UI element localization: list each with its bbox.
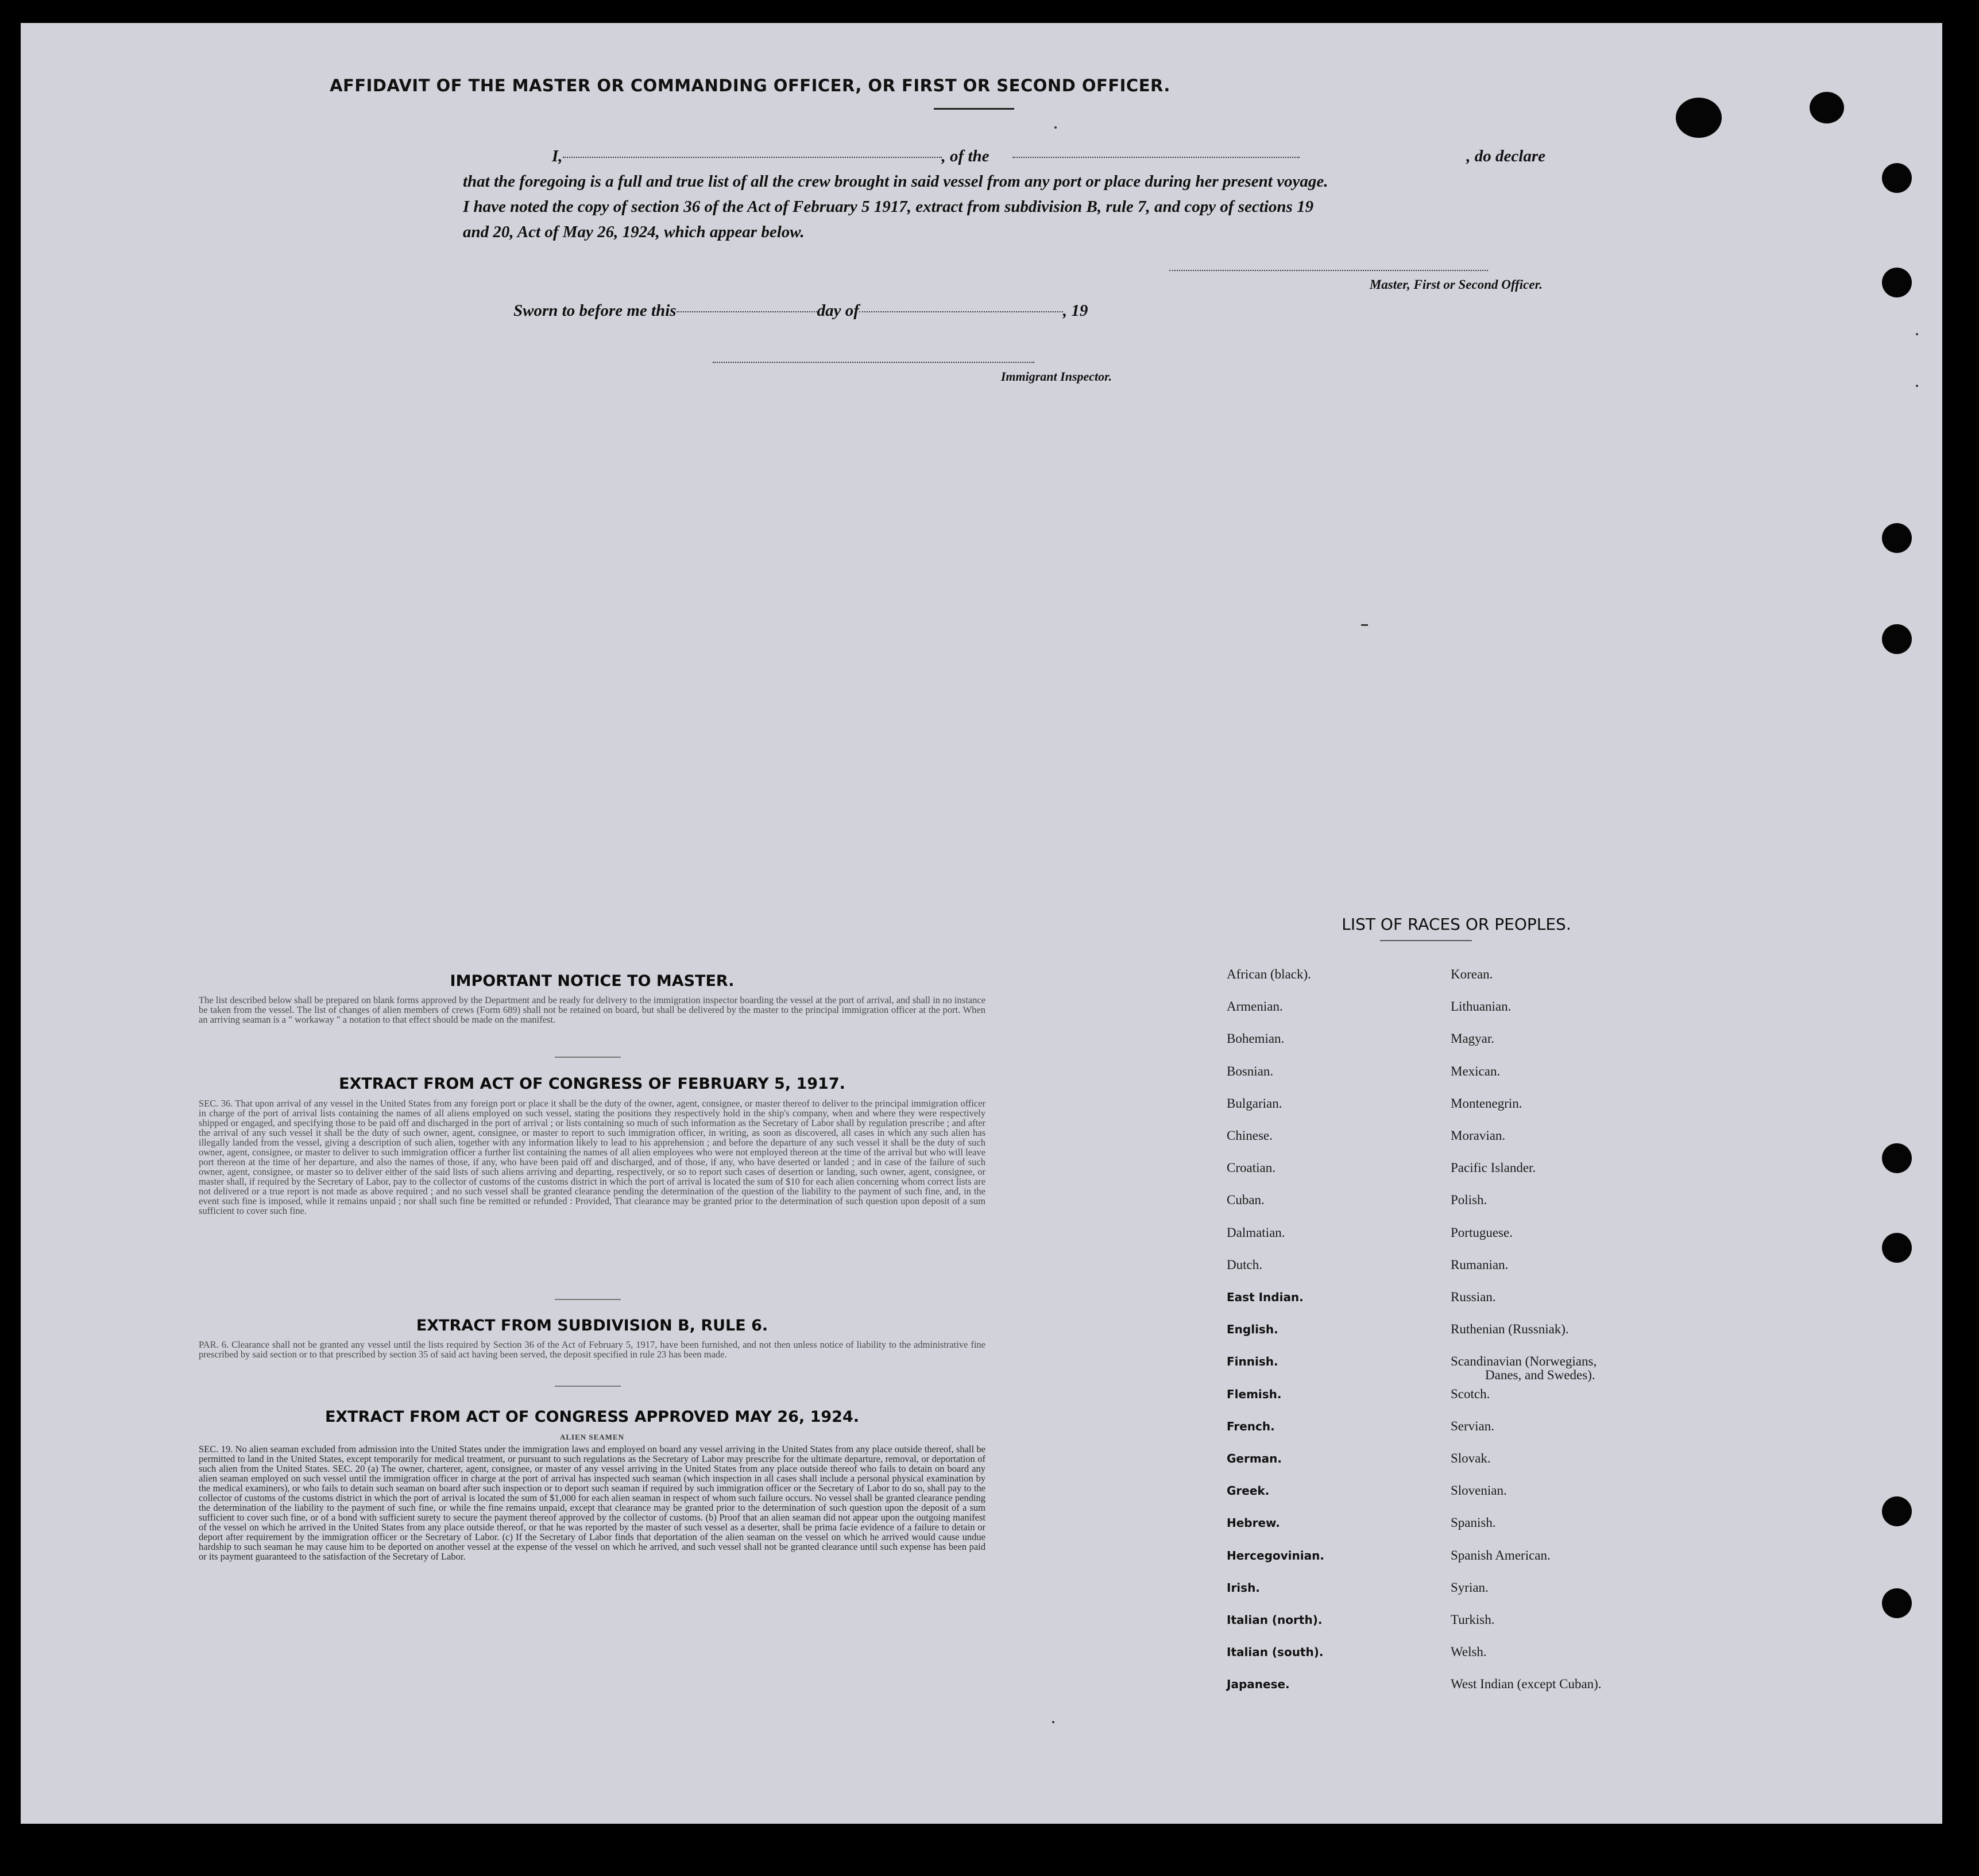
speck xyxy=(1054,126,1057,129)
affidavit-line-3: I have noted the copy of section 36 of the Act of February 5 1917, extract from subdivision B, rule 7, and copy of sections 19 xyxy=(463,198,1314,216)
race-item: Bohemian. xyxy=(1227,1031,1285,1046)
rule6-title: EXTRACT FROM SUBDIVISION B, RULE 6. xyxy=(416,1317,768,1335)
affidavit-title: AFFIDAVIT OF THE MASTER OR COMMANDING OFFICER, OR FIRST OR SECOND OFFICER. xyxy=(330,76,1170,95)
race-item: French. xyxy=(1227,1419,1275,1433)
race-item: Hebrew. xyxy=(1227,1516,1280,1530)
section-divider xyxy=(555,1057,621,1058)
sworn-line xyxy=(513,301,1088,320)
race-item: Dutch. xyxy=(1227,1257,1262,1272)
section-divider xyxy=(555,1386,621,1387)
race-item: German. xyxy=(1227,1452,1282,1465)
punch-hole xyxy=(1676,98,1722,138)
races-underline xyxy=(1380,940,1472,941)
extract-1917-title: EXTRACT FROM ACT OF CONGRESS OF FEBRUARY 5, 1917. xyxy=(339,1075,845,1093)
speck xyxy=(1916,385,1918,387)
sworn-text: Sworn to before me this xyxy=(513,301,677,320)
race-item: English. xyxy=(1227,1322,1278,1337)
punch-hole xyxy=(1882,523,1912,553)
race-item: Armenian. xyxy=(1227,999,1283,1014)
speck xyxy=(1052,1721,1054,1723)
race-item: Pacific Islander. xyxy=(1451,1161,1536,1175)
race-item: Ruthenian (Russniak). xyxy=(1451,1322,1569,1337)
month-blank[interactable] xyxy=(859,311,1063,312)
extract-1924-body: SEC. 19. No alien seaman excluded from admission into the United States under the immigration laws and employed on board any vessel arriving in the United States from any place outside thereof, shall be permitted to land in the United States, except temporarily for medical treatment, or pursuant to such regulations as the Secretary of Labor may prescribe for the ultimate departure, removal, or deportation of such alien from the United States. SEC. 20 (a) The owner, charterer, agent, consignee, or master of any vessel arriving in the United States from any place outside thereof who fails to detain on board any alien seaman employed on such vessel until the immigration officer in charge at the port of arrival has inspected such seaman (which inspection in all cases shall include a personal physical examination by the medical examiners), or who fails to detain such seaman on board after such inspection or to deport such seaman if required by such immigration officer or the Secretary of Labor to do so, shall pay to the collector of customs of the customs district in which the port of arrival is located the sum of $1,000 for each alien seaman in respect of whom such failure occurs. No vessel shall be granted clearance pending the determination of the liability to the payment of such fine, or while the fine remains unpaid, except that clearance may be granted prior to the determination of such question upon the deposit of a sum sufficient to cover such fine, or of a bond with sufficient surety to secure the payment thereof approved by the collector of customs. (b) Proof that an alien seaman did not appear upon the outgoing manifest of the vessel on which he arrived in the United States from any place outside thereof, or that he was reported by the master of such vessel as a deserter, shall be prima facie evidence of a failure to detain or deport after requirement by the immigration officer or the Secretary of Labor. (c) If the Secretary of Labor finds that deportation of the alien seaman on the vessel on which he arrived would cause undue hardship to such seaman he may cause him to be deported on another vessel at the expense of the vessel on which he arrived, and such vessel shall not be granted clearance until such expense has been paid or its payment guaranteed to the satisfaction of the Secretary of Labor. xyxy=(199,1444,985,1562)
race-item: Russian. xyxy=(1451,1290,1496,1304)
race-item: Irish. xyxy=(1227,1580,1260,1595)
race-item: Spanish American. xyxy=(1451,1548,1551,1562)
race-item: Croatian. xyxy=(1227,1161,1275,1175)
punch-hole xyxy=(1882,1143,1912,1173)
race-item: Slovak. xyxy=(1451,1451,1491,1465)
affidavit-line-1 xyxy=(463,144,1545,169)
affidavit-line-4: and 20, Act of May 26, 1924, which appear below. xyxy=(463,223,805,241)
race-item: Hercegovinian. xyxy=(1227,1548,1324,1562)
extract-1917-body: SEC. 36. That upon arrival of any vessel in the United States from any foreign port or place it shall be the duty of the owner, agent, consignee, or master thereof to deliver to the principal immigration officer in charge of the port of arrival lists containing the names of all aliens employed on such vessel, stating the positions they respectively hold in the ship's company, when and where they were respectively shipped or engaged, and specifying those to be paid off and discharged in the port of arrival ; or lists containing so much of such information as the Secretary of Labor shall by regulation prescribe ; and after the arrival of any such vessel it shall be the duty of such owner, agent, consignee, or master to report to such immigration officer, in writing, as soon as discovered, all cases in which any such alien has illegally landed from the vessel, giving a description of such alien, together with any information likely to lead to his apprehension ; and before the departure of any such vessel it shall be the duty of such owner, agent, consignee, or master to deliver to such immigration officer a further list containing the names of all alien employees who were not employed thereon at the time of the arrival but who will leave port thereon at the time of her departure, and also the names of those, if any, who have been paid off and discharged, and of those, if any, who have deserted or landed ; and in case of the failure of such owner, agent, consignee, or master so to deliver either of the said lists of such aliens arriving and departing, respectively, or so to report such cases of desertion or landing, such owner, agent, consignee, or master shall, if required by the Secretary of Labor, pay to the collector of customs of the customs district in which the port of arrival is located the sum of $10 for each alien concerning whom correct lists are not delivered or a true report is not made as above required ; and no such vessel shall be granted clearance pending the determination of the question of the liability to the payment of such fine, and, in the event such fine is imposed, while it remains unpaid ; nor shall such fine be remitted or refunded : Provided, That clearance may be granted prior to the determination of such question upon deposit of a sum sufficient to cover such fine. xyxy=(199,1098,985,1216)
inspector-signature-line[interactable] xyxy=(713,362,1034,363)
title-underline xyxy=(934,108,1014,110)
day-blank[interactable] xyxy=(677,311,817,312)
race-item: Dalmatian. xyxy=(1227,1225,1285,1240)
race-item: Finnish. xyxy=(1227,1355,1278,1369)
alien-seamen-subtitle: ALIEN SEAMEN xyxy=(559,1433,625,1441)
extract-1924-title: EXTRACT FROM ACT OF CONGRESS APPROVED MAY 26, 1924. xyxy=(324,1408,860,1426)
signature-caption: Master, First or Second Officer. xyxy=(1369,277,1543,292)
affidavit-of-the: , of the xyxy=(941,147,990,165)
race-item: Flemish. xyxy=(1227,1387,1282,1401)
race-item: Welsh. xyxy=(1451,1645,1487,1660)
race-item: Korean. xyxy=(1451,967,1493,981)
inspector-caption: Immigrant Inspector. xyxy=(1000,369,1112,384)
rule6-body: PAR. 6. Clearance shall not be granted any vessel until the lists required by Section 36 of the Act of February 5, 1917, have been furnished, and not then unless notice of liability to the administrative fine prescribed by said section or to that prescribed by section 35 of said act having been served, the deposit specified in rule 23 has been made. xyxy=(199,1339,985,1360)
race-item: Lithuanian. xyxy=(1451,999,1512,1014)
race-item: Bulgarian. xyxy=(1227,1096,1282,1111)
punch-hole xyxy=(1882,268,1912,297)
race-item: Italian (south). xyxy=(1227,1645,1324,1660)
race-item: Mexican. xyxy=(1451,1063,1501,1078)
affidavit-line-2: that the foregoing is a full and true list of all the crew brought in said vessel from any port or place during her present voyage. xyxy=(463,172,1328,191)
punch-hole xyxy=(1882,624,1912,654)
notice-body: The list described below shall be prepared on blank forms approved by the Department and be ready for delivery to the immigration inspector boarding the vessel at the port of arrival, and shall in no instance be taken from the vessel. The list of changes of alien members of crews (Form 689) shall not be retained on board, but shall be delivered by the master to the principal immigration officer at the port. When an arriving seaman is a " workaway " a notation to that effect should be made on the manifest. xyxy=(199,995,985,1025)
speck xyxy=(1361,624,1368,626)
punch-hole xyxy=(1882,1588,1912,1618)
race-item: Spanish. xyxy=(1451,1515,1496,1530)
race-item: Slovenian. xyxy=(1451,1483,1507,1498)
affidavit-i: I, xyxy=(552,147,563,165)
race-item: Japanese. xyxy=(1227,1677,1290,1692)
race-item: Chinese. xyxy=(1227,1128,1273,1143)
punch-hole xyxy=(1882,1496,1912,1526)
race-item: West Indian (except Cuban). xyxy=(1451,1677,1602,1692)
race-item: Portuguese. xyxy=(1451,1225,1513,1240)
race-item: Magyar. xyxy=(1451,1031,1495,1046)
document-page xyxy=(21,23,1942,1824)
race-item: Danes, and Swedes). xyxy=(1485,1368,1595,1383)
race-item: Moravian. xyxy=(1451,1128,1506,1143)
punch-hole xyxy=(1882,1233,1912,1263)
punch-hole xyxy=(1882,163,1912,193)
race-item: Greek. xyxy=(1227,1484,1270,1498)
race-item: Montenegrin. xyxy=(1451,1096,1522,1111)
signature-line[interactable] xyxy=(1169,270,1488,271)
name-blank[interactable] xyxy=(563,157,942,158)
race-item: Italian (north). xyxy=(1227,1613,1323,1627)
affidavit-do-declare: , do declare xyxy=(1466,147,1545,165)
vessel-blank[interactable] xyxy=(1012,157,1300,158)
race-item: Polish. xyxy=(1451,1193,1487,1208)
race-item: African (black). xyxy=(1227,967,1311,981)
affidavit-body xyxy=(463,144,1545,245)
speck xyxy=(1916,333,1918,335)
races-title: LIST OF RACES OR PEOPLES. xyxy=(1342,915,1571,934)
section-divider xyxy=(555,1299,621,1300)
punch-hole xyxy=(1810,92,1844,123)
race-item: Rumanian. xyxy=(1451,1257,1509,1272)
race-item: East Indian. xyxy=(1227,1290,1304,1304)
race-item: Turkish. xyxy=(1451,1612,1495,1627)
year-text: , 19 xyxy=(1062,301,1088,320)
notice-title: IMPORTANT NOTICE TO MASTER. xyxy=(450,972,735,990)
race-item: Cuban. xyxy=(1227,1193,1265,1208)
race-item: Syrian. xyxy=(1451,1580,1489,1595)
day-of-text: day of xyxy=(817,301,859,320)
race-item: Servian. xyxy=(1451,1418,1495,1433)
race-item: Scotch. xyxy=(1451,1386,1490,1401)
race-item: Scandinavian (Norwegians, xyxy=(1451,1354,1597,1369)
race-item: Bosnian. xyxy=(1227,1063,1274,1078)
